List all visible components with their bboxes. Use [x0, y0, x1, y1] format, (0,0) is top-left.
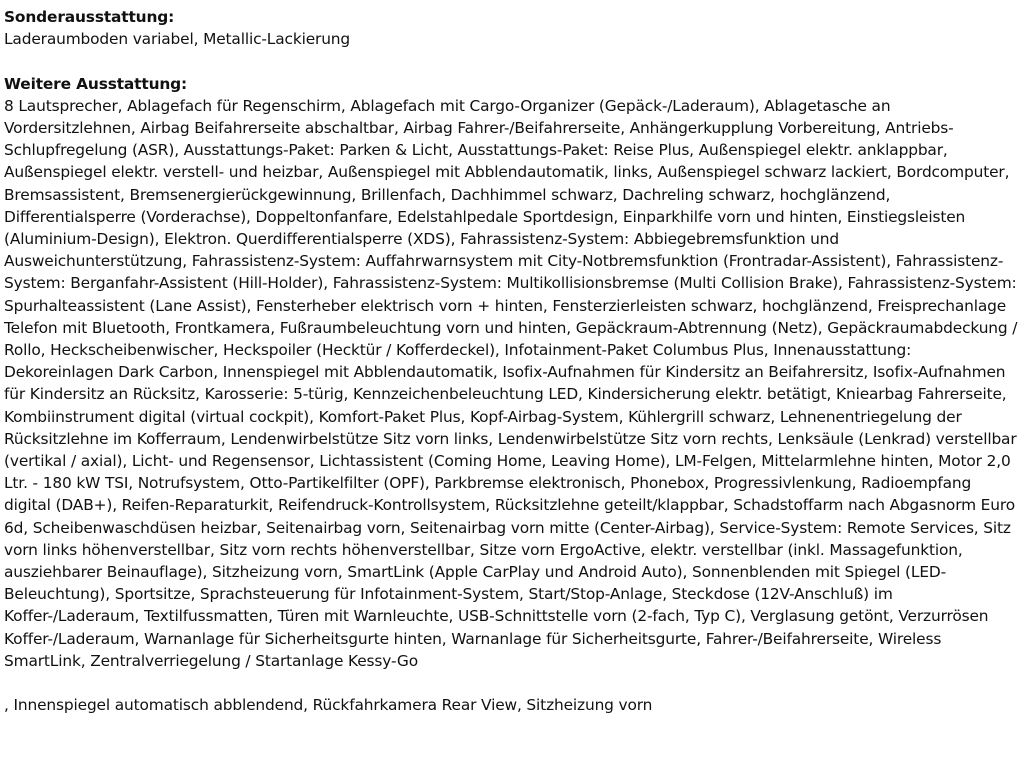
special-equipment-heading: Sonderausstattung: — [4, 8, 175, 26]
further-equipment-heading: Weitere Ausstattung: — [4, 74, 188, 93]
additional-equipment-text: , Innenspiegel automatisch abblendend, Rückfahrkamera Rear View, Sitzheizung vorn — [4, 696, 653, 715]
special-equipment-text: Laderaumboden variabel, Metallic-Lackierung — [4, 30, 351, 49]
section-spacer — [4, 672, 1020, 694]
section-spacer — [4, 50, 1020, 72]
further-equipment-text: 8 Lautsprecher, Ablagefach für Regenschirm, Ablagefach mit Cargo-Organizer (Gepäck-/Laderaum), Ablagetasche an Vordersitzlehnen, Airbag Beifahrerseite abschaltbar, Airbag Fahrer-/Beifahrerseite, Anhängerkupplung Vorbereitung, Antriebs-Schlupfregelung (ASR), Ausstattungs-Paket: Parken & Licht, Ausstattungs-Paket: Reise Plus, Außenspiegel elektr. anklappbar, Außenspiegel elektr. verstell- und heizbar, Außenspiegel mit Abblendautomatik, links, Außenspiegel schwarz lackiert, Bordcomputer, Bremsassistent, Bremsenergierückgewinnung, Brillenfach, Dachhimmel schwarz, Dachreling schwarz, hochglänzend, Differentialsperre (Vorderachse), Doppeltonfanfare, Edelstahlpedale Sportdesign, Einparkhilfe vorn und hinten, Einstiegsleisten (Aluminium-Design), Elektron. Querdifferentialsperre (XDS), Fahrassistenz-System: Abbiegebremsfunktion und Ausweichunterstützung, Fahrassistenz-System: Auffahrwarnsystem mit City-Notbremsfunktion (Frontradar-Assistent), Fahrassistenz-System: Berganfahr-Assistent (Hill-Holder), Fahrassistenz-System: Multikollisionsbremse (Multi Collision Brake), Fahrassistenz-System: Spurhalteassistent (Lane Assist), Fensterheber elektrisch vorn + hinten, Fensterzierleisten schwarz, hochglänzend, Freisprechanlage Telefon mit Bluetooth, Frontkamera, Fußraumbeleuchtung vorn und hinten, Gepäckraum-Abtrennung (Netz), Gepäckraumabdeckung / Rollo, Heckscheibenwischer, Heckspoiler (Hecktür / Kofferdeckel), Infotainment-Paket Columbus Plus, Innenausstattung: Dekoreinlagen Dark Carbon, Innenspiegel mit Abblendautomatik, Isofix-Aufnahmen für Kindersitz an Beifahrersitz, Isofix-Aufnahmen für Kindersitz an Rücksitz, Karosserie: 5-türig, Kennzeichenbeleuchtung LED, Kindersicherung elektr. betätigt, Kniearbag Fahrerseite, Kombiinstrument digital (virtual cockpit), Komfort-Paket Plus, Kopf-Airbag-System, Kühlergrill schwarz, Lehnenentriegelung der Rücksitzlehne im Kofferraum, Lendenwirbelstütze Sitz vorn links, Lendenwirbelstütze Sitz vorn rechts, Lenksäule (Lenkrad) verstellbar (vertikal / axial), Licht- und Regensensor, Lichtassistent (Coming Home, Leaving Home), LM-Felgen, Mittelarmlehne hinten, Motor 2,0 Ltr. - 180 kW TSI, Notrufsystem, Otto-Partikelfilter (OPF), Parkbremse elektronisch, Phonebox, Progressivlenkung, Radioempfang digital (DAB+), Reifen-Reparaturkit, Reifendruck-Kontrollsystem, Rücksitzlehne geteilt/klappbar, Schadstoffarm nach Abgasnorm Euro 6d, Scheibenwaschdüsen heizbar, Seitenairbag vorn, Seitenairbag vorn mitte (Center-Airbag), Service-System: Remote Services, Sitz vorn links höhenverstellbar, Sitz vorn rechts höhenverstellbar, Sitze vorn ErgoActive, elektr. verstellbar (inkl. Massagefunktion, ausziehbarer Beinauflage), Sitzheizung vorn, SmartLink (Apple CarPlay und Android Auto), Sonnenblenden mit Spiegel (LED-Beleuchtung), Sportsitze, Sprachsteuerung für Infotainment-System, Start/Stop-Anlage, Steckdose (12V-Anschluß) im Koffer-/Laderaum, Textilfussmatten, Türen mit Warnleuchte, USB-Schnittstelle vorn (2-fach, Typ C), Verglasung getönt, Verzurrösen Koffer-/Laderaum, Warnanlage für Sicherheitsgurte hinten, Warnanlage für Sicherheitsgurte, Fahrer-/Beifahrerseite, Wireless SmartLink, Zentralverriegelung / Startanlage Kessy-Go — [4, 96, 1018, 670]
